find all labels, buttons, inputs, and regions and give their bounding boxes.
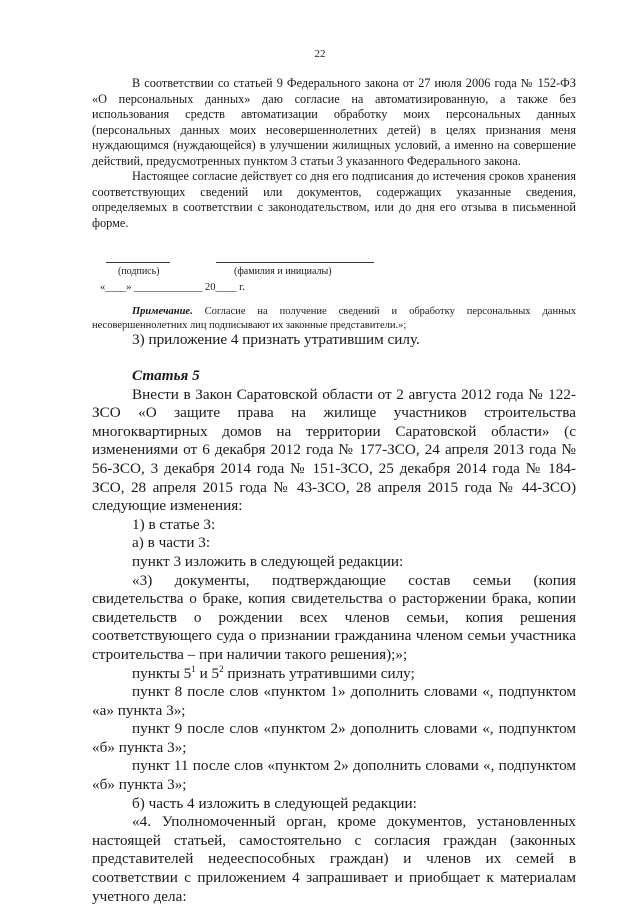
point9: пункт 9 после слов «пунктом 2» дополнить словами «, подпунктом «б» пункта 3»; [92,720,576,756]
signature-line [106,262,170,263]
note-heading: Примечание. [132,306,193,317]
article-intro: Внести в Закон Саратовской области от 2 августа 2012 года № 122-ЗСО «О защите права на жилище участников строительства многоквартирных домов на территории Саратовской области» (с изменениями от 6 декабря 2012 года № 177-ЗСО, 24 апреля 2013 года № 56-ЗСО, 3 декабря 2014 года № 151-ЗСО, 25 декабря 2014 года № 184-ЗСО, 28 апреля 2015 года № 43-ЗСО, 28 апреля 2015 года № 44-ЗСО) следующие изменения: [92,385,576,515]
part4-text: «4. Уполномоченный орган, кроме документов, установленных настоящей статьей, самостоятельно с согласия граждан (законных представителей недееспособных граждан) и членов их семей в соответствии с приложением 4 запрашивает и приобщает к материалам учетного дела: [92,813,576,905]
item-3-text: 3) приложение 4 признать утратившим силу. [132,331,420,348]
consent-text [92,76,576,231]
signature-label: (подпись) [118,266,160,277]
signature-block [100,254,406,294]
note [92,305,576,333]
consent-paragraph-2: Настоящее согласие действует со дня его подписания до истечения сроков хранения соответствующих сведений или документов, содержащих указанные сведения, определяемых в соответствии с законодательством, или до дня его отзыва в письменной форме. [92,169,576,230]
point3-text: «3) документы, подтверждающие состав семьи (копия свидетельства о браке, копия свидетельства о расторжении брака, копии свидетельств о рождении всех членов семьи, копия решения соответствующего суда о признании гражданина членом семьи участника строительства – при наличии такого решения);»; [92,571,576,663]
article-item-1: 1) в статье 3: [132,515,216,533]
point11: пункт 11 после слов «пунктом 2» дополнить словами «, подпунктом «б» пункта 3»; [92,757,576,794]
article-item-b: б) часть 4 изложить в следующей редакции: [132,794,417,812]
point3-intro: пункт 3 изложить в следующей редакции: [132,552,404,570]
point8: пункт 8 после слов «пунктом 1» дополнить словами «, подпунктом «а» пункта 3»; [92,683,576,719]
date-line: «____» _____________ 20____ г. [100,282,245,293]
points-text-a: пункты 5 [132,664,192,682]
item-3 [92,331,576,350]
consent-paragraph-1: В соответствии со статьей 9 Федерального закона от 27 июля 2006 года № 152-ФЗ «О персональных данных» даю согласие на автоматизированную, а также без использования средств автоматизации обработку моих персональных данных (персональных данных моих несовершеннолетних детей) в целях признания меня нуждающимся (нуждающейся) в улучшении жилищных условий, а именно на совершение действий, предусмотренных пунктом 3 статьи 3 указанного Федерального закона. [92,76,576,168]
article-item-a: а) в части 3: [132,534,211,552]
points-text-c: признать утратившими силу; [223,664,415,682]
points-5-1-5-2 [92,665,576,684]
name-line [216,262,374,263]
sup-2: 2 [219,663,224,674]
note-text: Согласие на получение сведений и обработку персональных данных несовершеннолетних лиц подписывают их законные представители.»; [92,306,576,331]
name-label: (фамилия и инициалы) [234,266,332,277]
article-5 [92,367,576,906]
points-text-b: и 5 [195,664,220,682]
sup-1: 1 [191,663,196,674]
article-title: Статья 5 [132,367,200,384]
page-number: 22 [314,48,326,60]
